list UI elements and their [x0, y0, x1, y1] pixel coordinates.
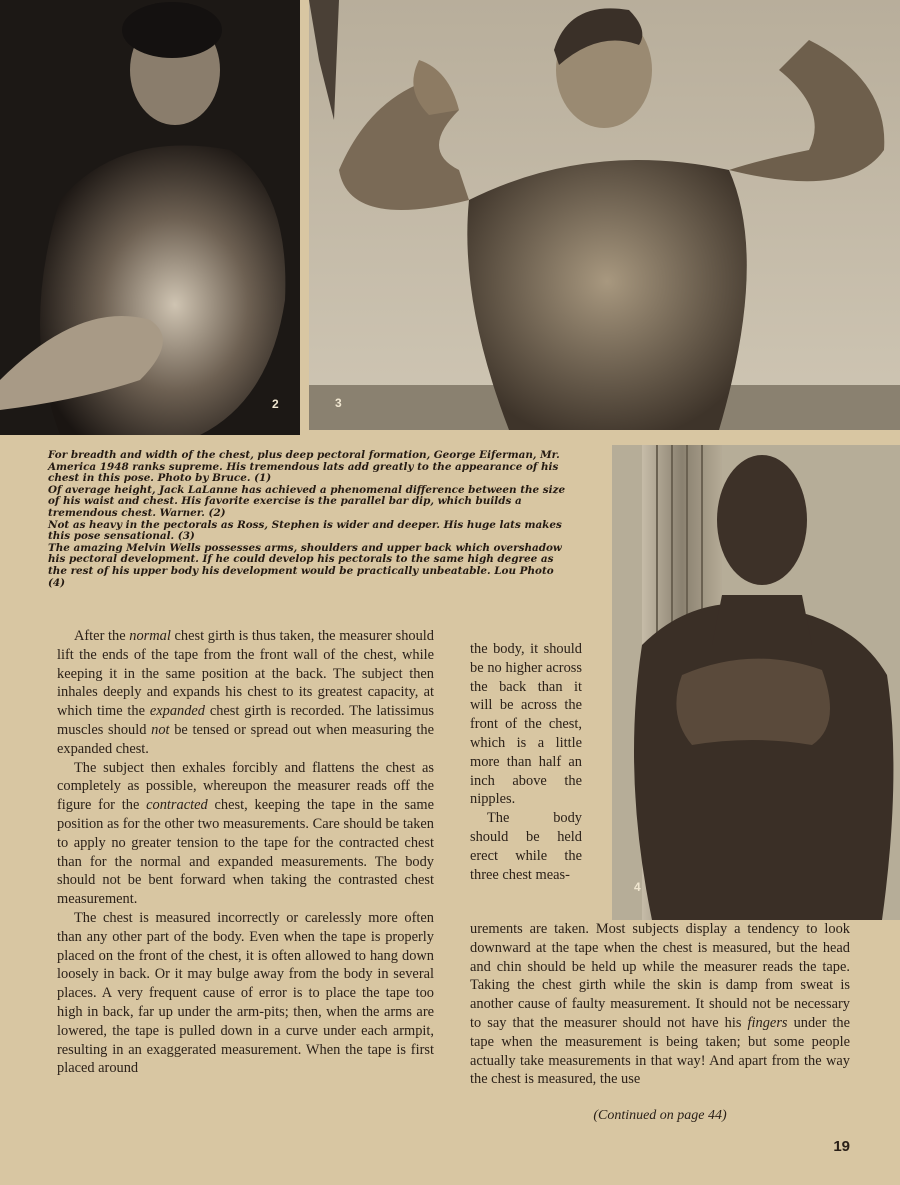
paragraph: The body should be held erect while the three chest meas- [470, 810, 582, 883]
photo-melvin-wells [612, 445, 900, 920]
caption-line: The amazing Melvin Wells possesses arms, shoulders and upper back which overshadow his pectoral development. If he could develop his pectorals to the same high degree as the rest of his upper body his development would be practically unbeatable. Lou Photo (4) [48, 541, 562, 589]
photo-stephen [309, 0, 900, 430]
photo-caption [48, 450, 573, 589]
article-column-left [57, 627, 434, 1078]
paragraph: After the normal chest girth is thus taken, the measurer should lift the ends of the tape from the front wall of the chest, while keeping it in the same position at the back. The subject then inhales deeply and expands his chest to its greatest capacity, at which time the expanded chest girth is recorded. The latissimus muscles should not be tensed or spread out when measuring the expanded chest. [57, 628, 435, 757]
photo-number: 3 [335, 396, 342, 410]
paragraph: urements are taken. Most subjects display a tendency to look downward at the tape when the chest is measured, but the head and chin should be held up while the measurer reads the tape. Taking the chest girth while the skin is damp from sweat is another cause of faulty measurement. It should not be necessary to say that the measurer should not have his fingers under the tape when the measurement is being taken; but some people actually take measurements in that way! And apart from the way the chest is measured, the use [470, 921, 850, 1088]
article-column-bottom-right [470, 920, 850, 1089]
paragraph: The chest is measured incorrectly or carelessly more often than any other part of the body. Even when the tape is properly placed on the front of the chest, it is often allowed to hang down loosely in back. Or it may bulge away from the body in several places. A very frequent cause of error is to place the tape too high in back, far up under the arm-pits; then, when the arms are lowered, the tape is pulled down in a curve under each armpit, resulting in an exaggerated measurement. When the tape is first placed around [57, 909, 434, 1077]
continued-note: (Continued on page 44) [593, 1108, 727, 1123]
photo-number: 4 [634, 880, 641, 894]
caption-line: Not as heavy in the pectorals as Ross, Stephen is wider and deeper. His huge lats makes this pose sensational. (3) [48, 518, 562, 543]
article-column-middle [470, 640, 582, 884]
caption-line: Of average height, Jack LaLanne has achieved a phenomenal difference between the size of his waist and chest. His favorite exercise is the parallel bar dip, which builds a tremendous chest. Warner. (2) [48, 483, 566, 519]
photo-jack-lalanne [0, 0, 300, 435]
paragraph: The subject then exhales forcibly and flattens the chest as completely as possible, whereupon the measurer reads off the figure for the contracted chest, keeping the tape in the same position as for the other two measurements. Care should be taken to apply no greater tension to the tape for the contracted chest than for the normal and expanded measurements. The body should not be bent forward when taking the contrasted chest measurement. [57, 759, 434, 908]
caption-line: For breadth and width of the chest, plus deep pectoral formation, George Eiferman, Mr. America 1948 ranks supreme. His tremendous lats add greatly to the appearance of his chest in this pose. Photo by Bruce. (1) [48, 449, 560, 485]
page-number: 19 [833, 1138, 850, 1155]
photo-number: 2 [272, 397, 279, 411]
paragraph: the body, it should be no higher across the back than it will be across the front of the chest, which is a little more than half an inch above the nipples. [470, 641, 582, 808]
